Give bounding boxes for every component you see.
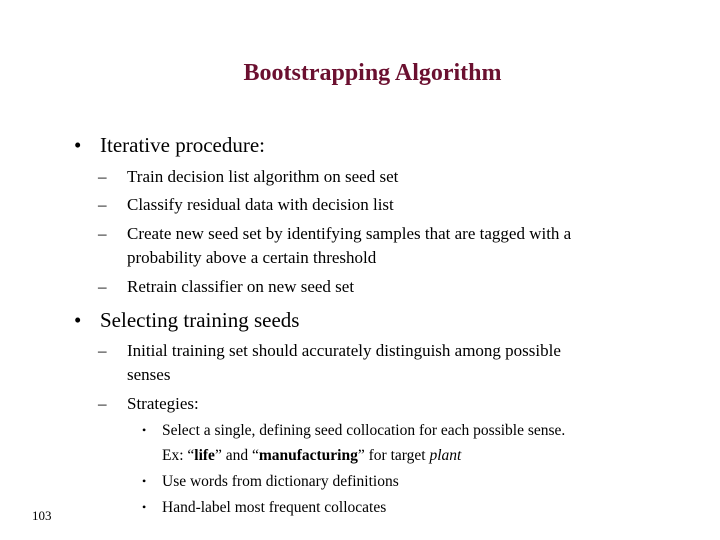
bullet-selecting-seeds: [74, 307, 299, 333]
dash-marker: –: [98, 394, 107, 413]
example-mid: ” and “: [214, 447, 259, 464]
example-target-plant: plant: [429, 447, 462, 464]
strategy-example: [162, 443, 565, 468]
subitem-text: Strategies:: [127, 394, 199, 413]
strategy-dictionary: [142, 469, 399, 494]
dash-marker: –: [98, 277, 107, 296]
bullet-marker: •: [74, 308, 82, 332]
subitem-initial-training: [98, 339, 561, 387]
bullet-text: Selecting training seeds: [100, 308, 300, 332]
dash-marker: –: [98, 224, 107, 243]
subitem-text-line1: Create new seed set by identifying samples that are tagged with a: [127, 224, 572, 243]
strategy-hand-label: [142, 495, 387, 520]
subitem-text-line2: probability above a certain threshold: [127, 248, 377, 267]
strategy-text: Use words from dictionary definitions: [162, 473, 399, 490]
strategy-text: Hand-label most frequent collocates: [162, 499, 387, 516]
subitem-text: Retrain classifier on new seed set: [127, 277, 355, 296]
subitem-strategies: [98, 392, 199, 416]
strategy-single-collocation: [142, 418, 566, 468]
bullet-text: Iterative procedure:: [100, 133, 265, 157]
subitem-text: Classify residual data with decision list: [127, 195, 394, 214]
example-suffix: ” for target: [357, 447, 430, 464]
subitem-text-line2: senses: [127, 365, 171, 384]
small-bullet: •: [142, 423, 147, 437]
strategy-text-line1: Select a single, defining seed collocation for each possible sense.: [162, 422, 566, 439]
slide-title: Bootstrapping Algorithm: [243, 60, 502, 86]
subitem-text-line1: Initial training set should accurately distinguish among possible: [127, 341, 561, 360]
page-number: 103: [32, 508, 52, 523]
bullet-iterative-procedure: [74, 132, 265, 158]
example-prefix: Ex: “: [162, 447, 195, 464]
example-word-life: life: [194, 447, 215, 464]
small-bullet: •: [142, 500, 147, 514]
example-word-manufacturing: manufacturing: [258, 447, 358, 464]
subitem-train: [98, 165, 399, 189]
dash-marker: –: [98, 341, 107, 360]
subitem-classify: [98, 193, 394, 217]
subitem-retrain: [98, 275, 355, 299]
dash-marker: –: [98, 195, 107, 214]
dash-marker: –: [98, 167, 107, 186]
subitem-text: Train decision list algorithm on seed set: [127, 167, 399, 186]
subitem-create-seed-set: [98, 222, 572, 270]
small-bullet: •: [142, 474, 147, 488]
bullet-marker: •: [74, 133, 82, 157]
